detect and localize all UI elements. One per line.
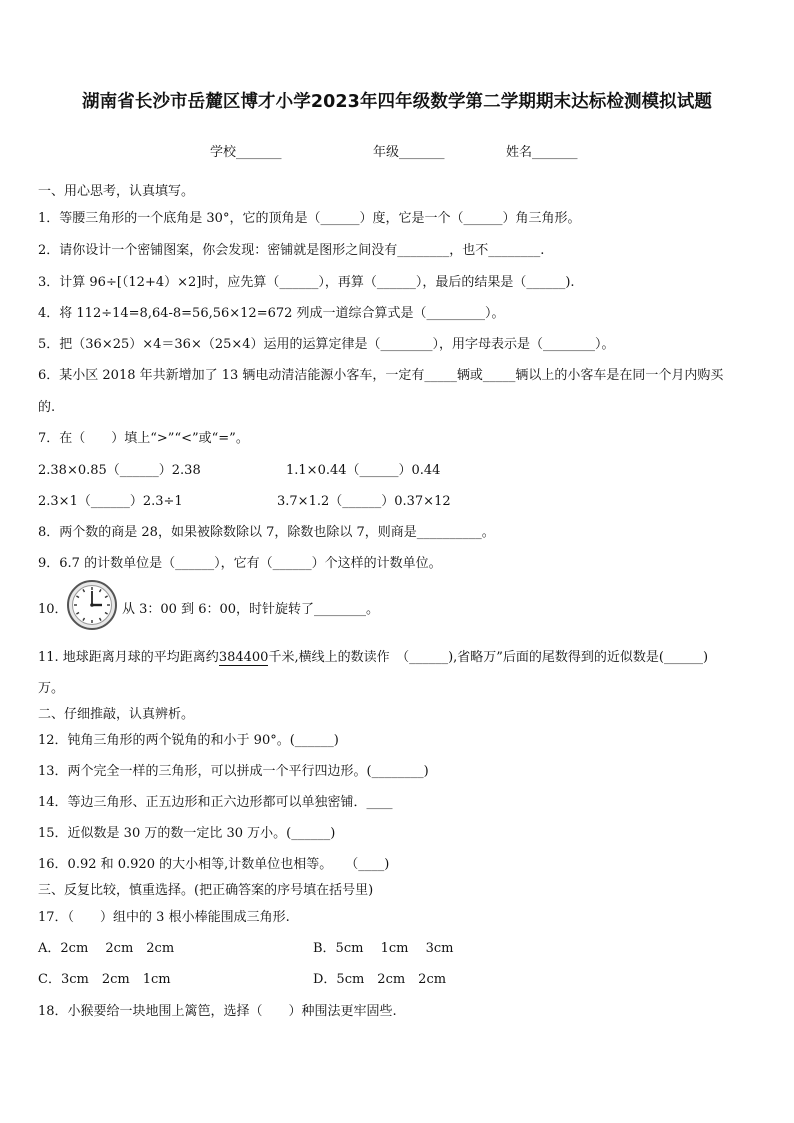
question-14: 14．等边三角形、正五边形和正六边形都可以单独密铺．____ [38,795,393,810]
question-15: 15．近似数是 30 万的数一定比 30 万小。(______) [38,826,336,841]
question-2: 2．请你设计一个密铺图案，你会发现：密铺就是图形之间没有________，也不________. [38,243,545,258]
question-17-option-c: C．3cm 2cm 1cm [38,972,171,987]
document-title: 湖南省长沙市岳麓区博才小学2023年四年级数学第二学期期末达标检测模拟试题 [82,92,712,112]
question-11 [38,646,708,665]
question-6: 6．某小区 2018 年共新增加了 13 辆电动清洁能源小客车，一定有_____辆或_____辆以上的小客车是在同一个月内购买 [38,368,724,383]
question-7-item-a: 2.38×0.85（______）2.38 [38,463,201,478]
question-3: 3．计算 96÷[（12+4）×2]时，应先算（______），再算（______），最后的结果是（______). [38,275,575,290]
question-17-option-a: A．2cm 2cm 2cm [38,941,175,956]
question-7-item-b: 1.1×0.44（______）0.44 [286,463,441,478]
question-11-suffix: 千米,横线上的数读作 （______),省略万”后面的尾数得到的近似数是(______) [268,650,709,665]
section-3-heading: 三、反复比较，慎重选择。(把正确答案的序号填在括号里) [38,883,374,898]
question-9: 9．6.7 的计数单位是（______），它有（______）个这样的计数单位。 [38,556,442,571]
name-field: 姓名_______ [506,145,578,160]
question-11-prefix: 11. 地球距离月球的平均距离约 [38,650,219,665]
clock-icon [66,579,118,631]
question-8: 8．两个数的商是 28，如果被除数除以 7，除数也除以 7，则商是__________。 [38,525,495,540]
question-18: 18．小猴要给一块地围上篱笆，选择（ ）种围法更牢固些. [38,1004,397,1019]
question-7-item-c: 2.3×1（______）2.3÷1 [38,494,183,509]
question-17-option-d: D．5cm 2cm 2cm [313,972,447,987]
question-16: 16．0.92 和 0.920 的大小相等,计数单位也相等。 （____) [38,857,390,872]
question-7: 7．在（ ）填上“>”“<”或“=”。 [38,431,249,446]
section-2-heading: 二、仔细推敲，认真辨析。 [38,707,195,722]
question-12: 12．钝角三角形的两个锐角的和小于 90°。(______) [38,733,339,748]
school-field: 学校_______ [210,145,282,160]
question-5: 5．把（36×25）×4＝36×（25×4）运用的运算定律是（________），用字母表示是（________）。 [38,337,615,352]
question-17: 17．（ ）组中的 3 根小棒能围成三角形. [38,910,290,925]
question-11-continued: 万。 [38,681,65,696]
question-4: 4．将 112÷14=8,64-8=56,56×12=672 列成一道综合算式是（_________）。 [38,306,505,321]
section-1-heading: 一、用心思考，认真填写。 [38,184,195,199]
question-7-item-d: 3.7×1.2（______）0.37×12 [277,494,451,509]
grade-field: 年级_______ [373,145,445,160]
question-11-number: 384400 [218,650,269,665]
question-1: 1．等腰三角形的一个底角是 30°，它的顶角是（______）度，它是一个（______）角三角形。 [38,211,581,226]
question-13: 13．两个完全一样的三角形，可以拼成一个平行四边形。(________) [38,764,429,779]
question-10: 从 3：00 到 6：00，时针旋转了________。 [122,602,380,617]
question-10-number: 10． [38,602,68,617]
question-6-continued: 的. [38,400,56,415]
question-17-option-b: B．5cm 1cm 3cm [313,941,454,956]
